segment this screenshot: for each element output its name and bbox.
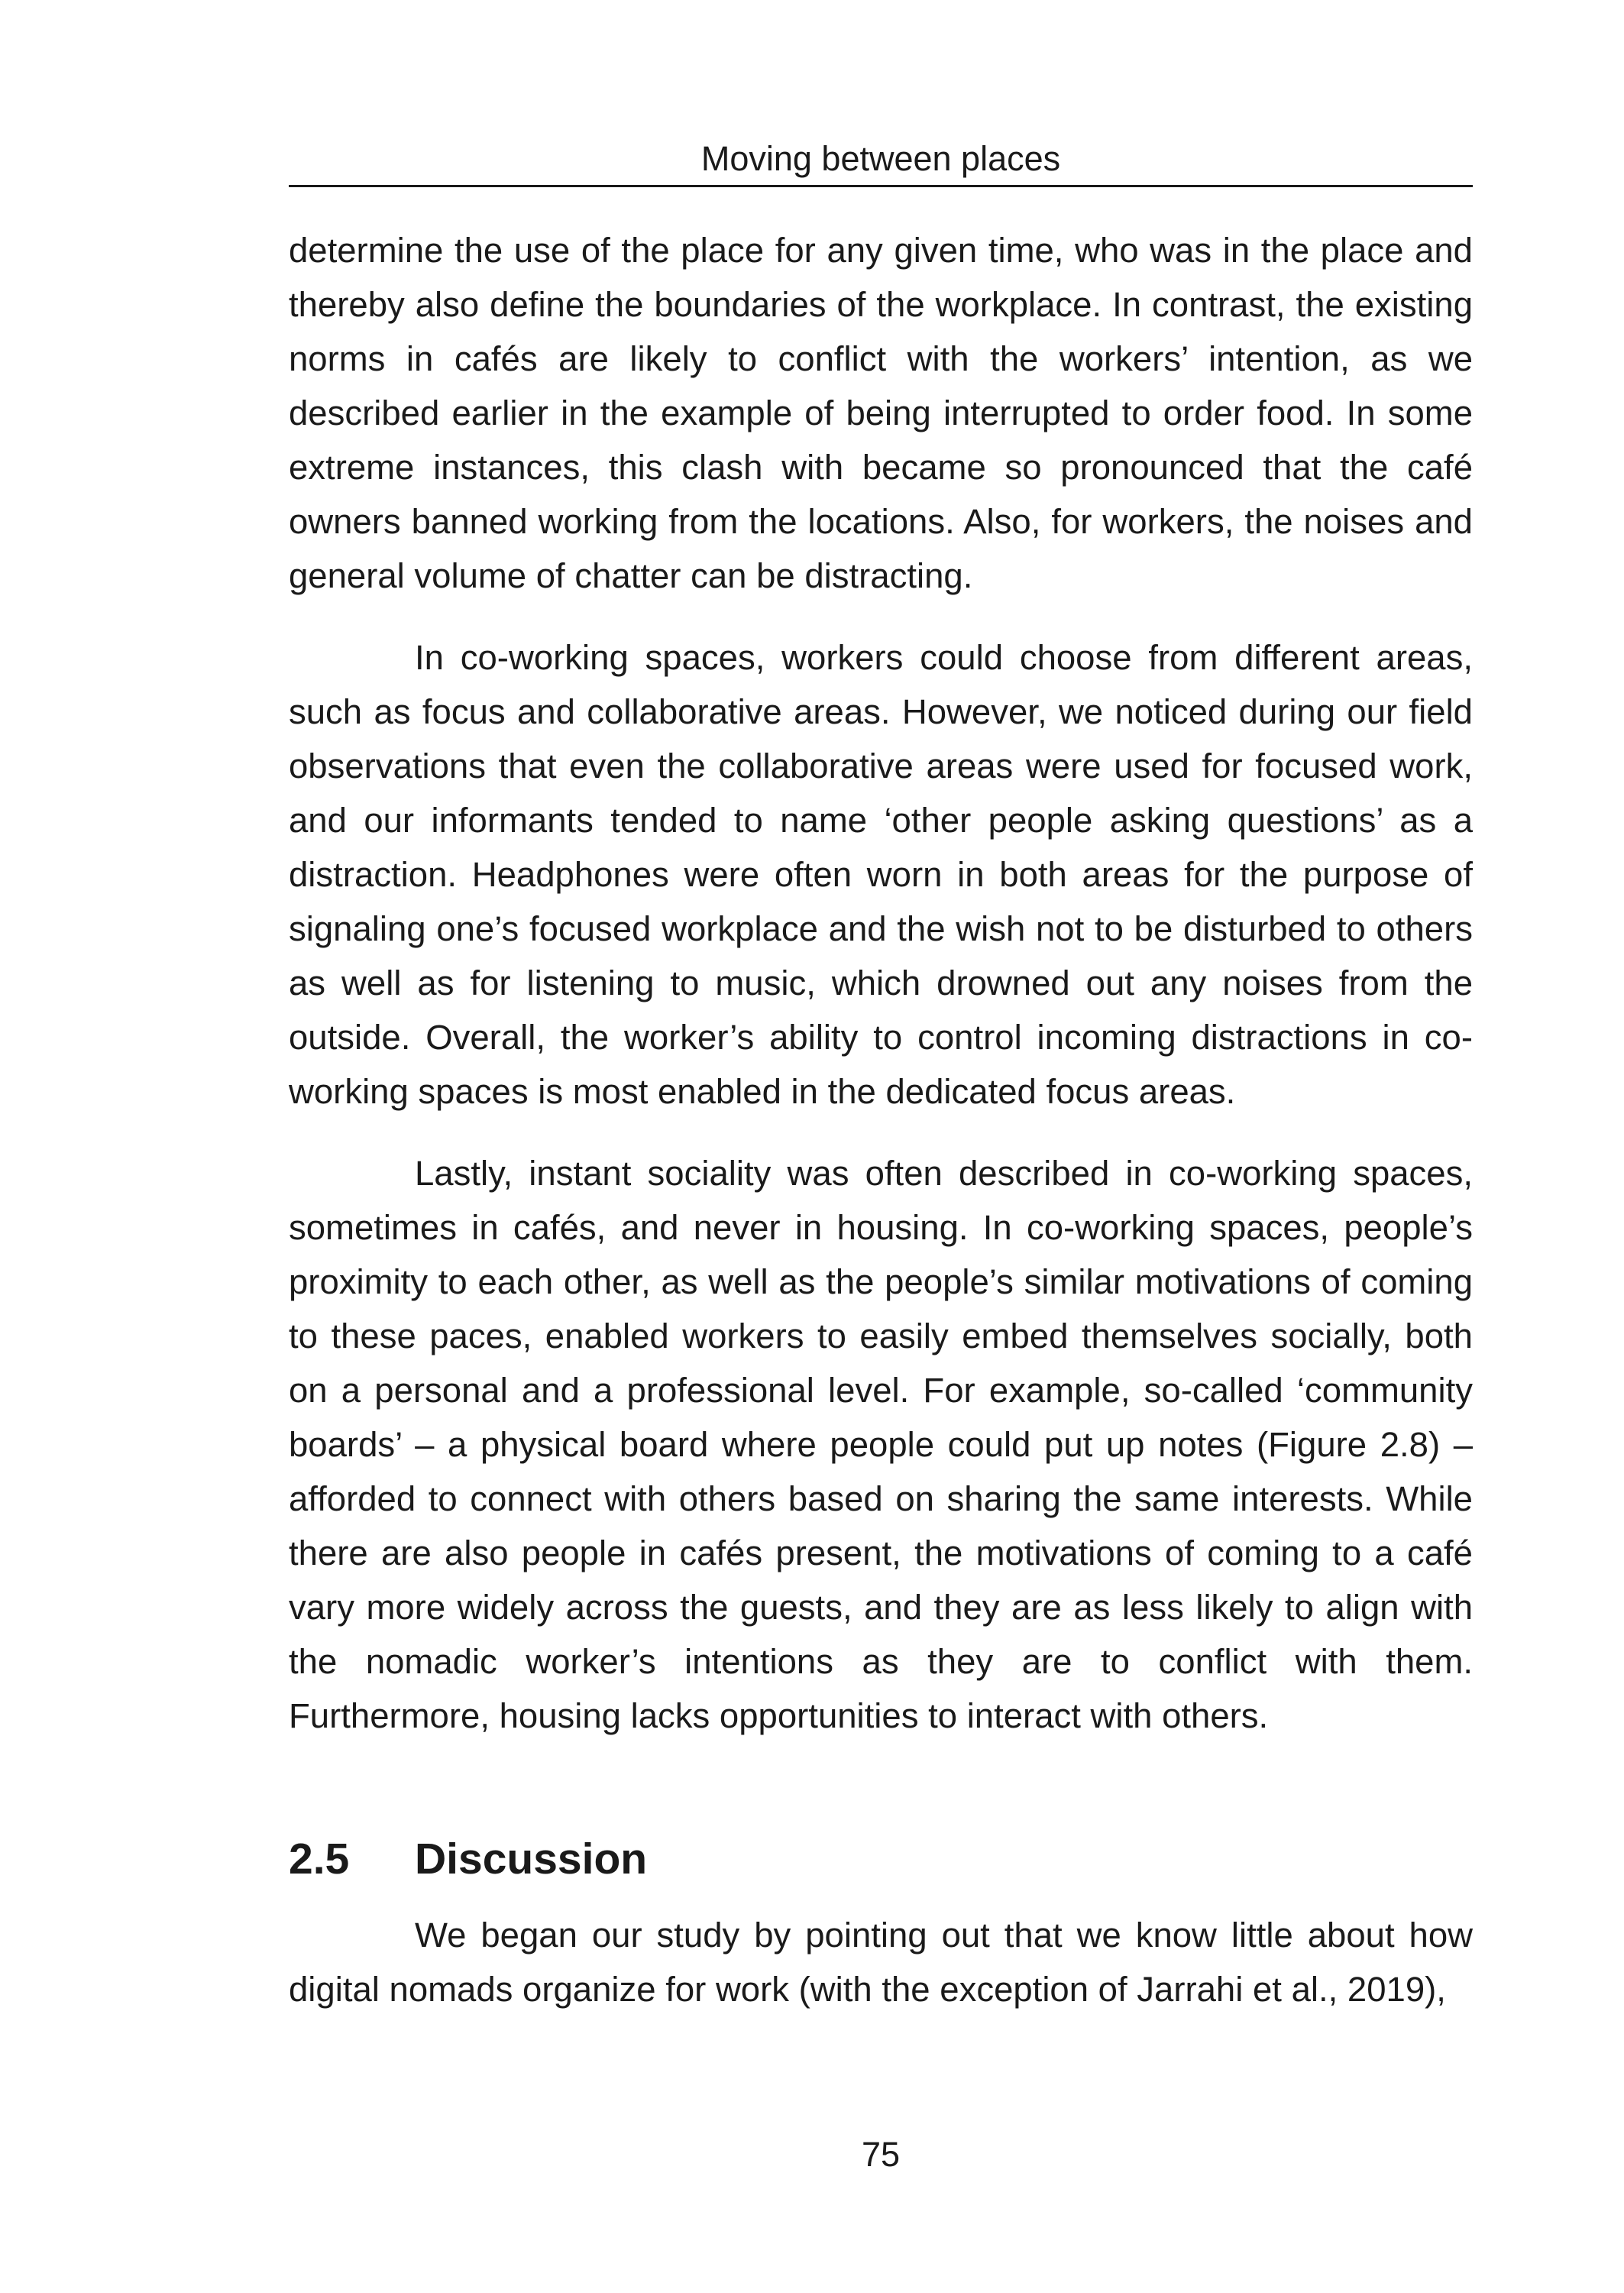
paragraph-coworking-distractions: In co-working spaces, workers could choose from different areas, such as focus and collaborative areas. However, we noticed during our field observations that even the collaborative areas were used for focused work, and our informants tended to name ‘other people asking questions’ as a distraction. Headphones were often worn in both areas for the purpose of signaling one’s focused workplace and the wish not to be disturbed to others as well as for listening to music, which drowned out any noises from the outside. Overall, the worker’s ability to control incoming distractions in co-working spaces is most enabled in the dedicated focus areas. bbox=[289, 638, 1473, 1111]
running-header-title: Moving between places bbox=[700, 139, 1061, 178]
section-heading bbox=[289, 1828, 1473, 1890]
paragraph-continued: determine the use of the place for any given time, who was in the place and thereby also define the boundaries of the workplace. In contrast, the existing norms in cafés are likely to conflict with the workers’ intention, as we described earlier in the example of being interrupted to order food. In some extreme instances, this clash with became so pronounced that the café owners banned working from the locations. Also, for workers, the noises and general volume of chatter can be distracting. bbox=[289, 231, 1473, 595]
body-text bbox=[289, 223, 1473, 2016]
paragraph-instant-sociality: Lastly, instant sociality was often described in co-working spaces, sometimes in cafés, and never in housing. In co-working spaces, people’s proximity to each other, as well as the people’s similar motivations of coming to these paces, enabled workers to easily embed themselves socially, both on a personal and a professional level. For example, so-called ‘community boards’ – a physical board where people could put up notes (Figure 2.8) – afforded to connect with others based on sharing the same interests. While there are also people in cafés present, the motivations of coming to a café vary more widely across the guests, and they are as less likely to align with the nomadic worker’s intentions as they are to conflict with them. Furthermore, housing lacks opportunities to interact with others. bbox=[289, 1154, 1473, 1735]
page-number: 75 bbox=[861, 2135, 901, 2174]
paragraph-discussion-intro: We began our study by pointing out that we know little about how digital nomads organize for work (with the exception of Jarrahi et al., 2019), bbox=[289, 1916, 1473, 2009]
section-title: Discussion bbox=[415, 1835, 648, 1883]
section-number: 2.5 bbox=[289, 1835, 350, 1883]
header-rule bbox=[289, 185, 1473, 187]
